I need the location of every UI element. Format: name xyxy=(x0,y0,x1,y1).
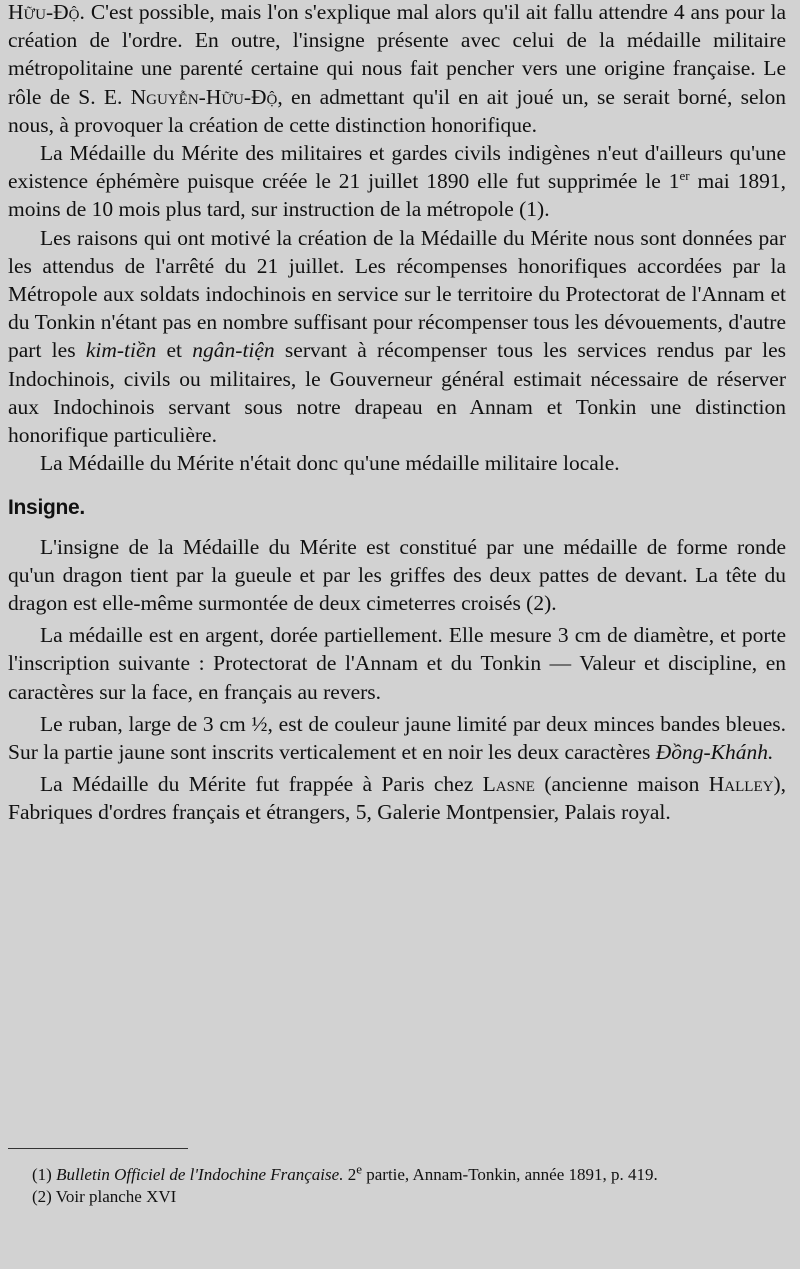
text-run: La Médaille du Mérite des militaires et gardes civils indigènes n'eut d'ailleurs qu'une existence éphémère puisque créée le 21 juillet 1890 elle fut supprimée le 1 xyxy=(8,141,786,194)
paragraph: La Médaille du Mérite n'était donc qu'une médaille militaire locale. xyxy=(40,451,620,476)
paragraph: La médaille est en argent, dorée partiellement. Elle mesure 3 cm de diamètre, et porte l'inscription suivante : Protectorat de l'Annam et du Tonkin — Valeur et discipline, en caractères sur la face, en français au revers. xyxy=(8,623,786,704)
paragraph xyxy=(8,0,786,139)
person-name: Nguyễn-Hữu-Độ, xyxy=(130,84,283,109)
footnote-divider xyxy=(8,1148,188,1149)
person-name: Lasne xyxy=(482,772,535,797)
text-run: mai 1891, moins de 10 mois plus tard, sur instruction de la métropole (1). xyxy=(8,169,786,222)
body-text xyxy=(8,0,786,827)
text-run: Les raisons qui ont motivé la création de la Médaille du Mérite nous sont données par les attendus de l'arrêté du 21 juillet. Les récompenses honorifiques accordées par la Métropole aux soldats indochinois en service sur le territoire du Protectorat de l'Annam et du Tonkin n'étant pas en nombre suffisant pour récompenser tous les dévouements, d'autre part les xyxy=(8,225,786,363)
text-run: ), Fabriques d'ordres français et étrangers, 5, Galerie Montpensier, Palais royal. xyxy=(8,772,786,825)
person-name: Halley xyxy=(708,772,774,797)
footnote xyxy=(8,1161,778,1186)
paragraph: L'insigne de la Médaille du Mérite est constitué par une médaille de forme ronde qu'un dragon tient par la gueule et par les griffes des deux pattes de devant. La tête du dragon est elle-même surmontée de deux cimeterres croisés (2). xyxy=(8,534,786,616)
paragraph xyxy=(8,139,786,224)
paragraph xyxy=(8,770,786,826)
footnotes xyxy=(8,1161,778,1208)
superscript: er xyxy=(679,168,690,184)
italic-term: kim-tiền xyxy=(85,338,157,363)
text-run: 2 xyxy=(343,1165,357,1184)
footnote-title: Bulletin Officiel de l'Indochine Française. xyxy=(56,1165,344,1184)
text-run: en admettant qu'il en ait joué un, se serait borné, selon nous, à provoquer la création de cette distinction honorifique. xyxy=(8,84,786,137)
footnote: (2) Voir planche XVI xyxy=(32,1187,177,1206)
text-run: servant à récompenser tous les services rendus par les Indochinois, civils ou militaires, le Gouverneur général estimait nécessaire de réserver aux Indochinois servant sous notre drapeau en Annam et Tonkin une distinction honorifique particulière. xyxy=(8,338,786,448)
paragraph xyxy=(8,710,786,766)
italic-term: Đồng-Khánh. xyxy=(655,740,774,765)
text-run: (ancienne maison xyxy=(534,772,709,797)
text-run: partie, Annam-Tonkin, année 1891, p. 419. xyxy=(361,1165,658,1184)
footnote-number: (1) xyxy=(32,1165,57,1184)
superscript: e xyxy=(356,1161,362,1177)
text-run: La Médaille du Mérite fut frappée à Paris chez xyxy=(40,772,483,797)
text-run: Le ruban, large de 3 cm ½, est de couleur jaune limité par deux minces bandes bleues. Sur la partie jaune sont inscrits verticalement et en noir les deux caractères xyxy=(8,711,786,765)
text-run: et xyxy=(156,338,193,363)
person-name: Hữu-Độ. xyxy=(8,0,85,24)
section-heading: Insigne. xyxy=(8,496,85,520)
text-run: C'est possible, mais l'on s'explique mal alors qu'il ait fallu attendre 4 ans pour la création de l'ordre. En outre, l'insigne présente avec celui de la médaille militaire métropolitaine une parenté certaine qui nous fait pencher vers une origine française. Le rôle de S. E. xyxy=(8,0,786,109)
italic-term: ngân-tiện xyxy=(192,338,275,363)
paragraph xyxy=(8,224,786,450)
